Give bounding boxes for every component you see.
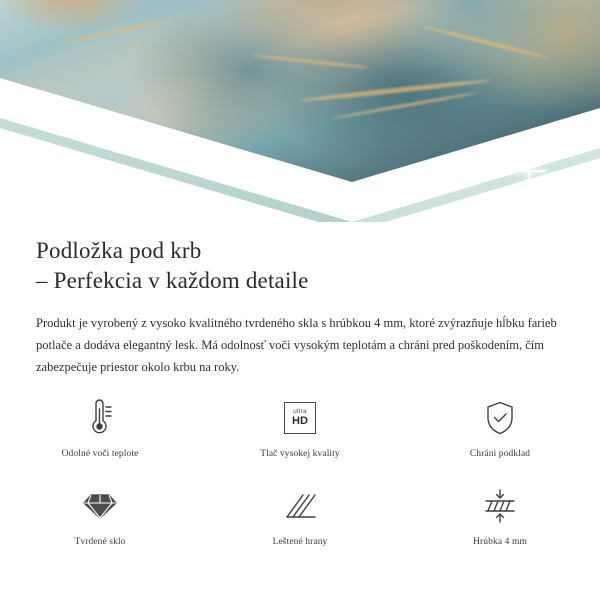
feature-item-temperature bbox=[0, 395, 200, 483]
feature-item-polished-edges bbox=[200, 483, 400, 571]
content-block bbox=[0, 222, 600, 378]
feature-item-thickness bbox=[400, 483, 600, 571]
feature-item-tempered-glass bbox=[0, 483, 200, 571]
ultra-hd-bottom-label: HD bbox=[292, 415, 308, 428]
feature-caption: Leštené hrany bbox=[272, 537, 328, 547]
hero-image bbox=[0, 0, 600, 222]
feature-item-surface-protection bbox=[400, 395, 600, 483]
ultra-hd-top-label: ultra bbox=[293, 407, 307, 415]
ultra-hd-icon bbox=[284, 395, 316, 441]
feature-caption: Hrúbka 4 mm bbox=[473, 537, 527, 547]
body-paragraph: Produkt je vyrobený z vysoko kvalitného tvrdeného skla s hrúbkou 4 mm, ktoré zvýrazňuje hĺbku farieb potlače a dodáva elegantný lesk. Má odolnosť voči vysokým teplotám a chráni pred poškodením, čím zabezpečuje priestor okolo krbu na roky. bbox=[36, 316, 557, 374]
headline-line-2: – Perfekcia v každom detaile bbox=[36, 268, 309, 293]
sparkle-icon bbox=[512, 154, 546, 188]
headline-line-1: Podložka pod krb bbox=[36, 238, 202, 263]
feature-caption: Odolné voči teplote bbox=[61, 449, 139, 459]
shield-check-icon bbox=[483, 395, 517, 441]
feature-item-print-quality bbox=[200, 395, 400, 483]
thickness-icon bbox=[479, 483, 521, 529]
thermometer-icon bbox=[83, 395, 117, 441]
diamond-icon bbox=[81, 483, 119, 529]
page-title bbox=[0, 222, 600, 296]
polished-edges-icon bbox=[281, 483, 319, 529]
feature-grid bbox=[0, 395, 600, 571]
feature-caption: Chráni podklad bbox=[469, 449, 531, 459]
feature-caption: Tlač vysokej kvality bbox=[260, 449, 340, 459]
sparkle-icon bbox=[541, 175, 563, 197]
feature-caption: Tvrdené sklo bbox=[74, 537, 126, 547]
marble-glass-panel-photo bbox=[0, 0, 600, 210]
